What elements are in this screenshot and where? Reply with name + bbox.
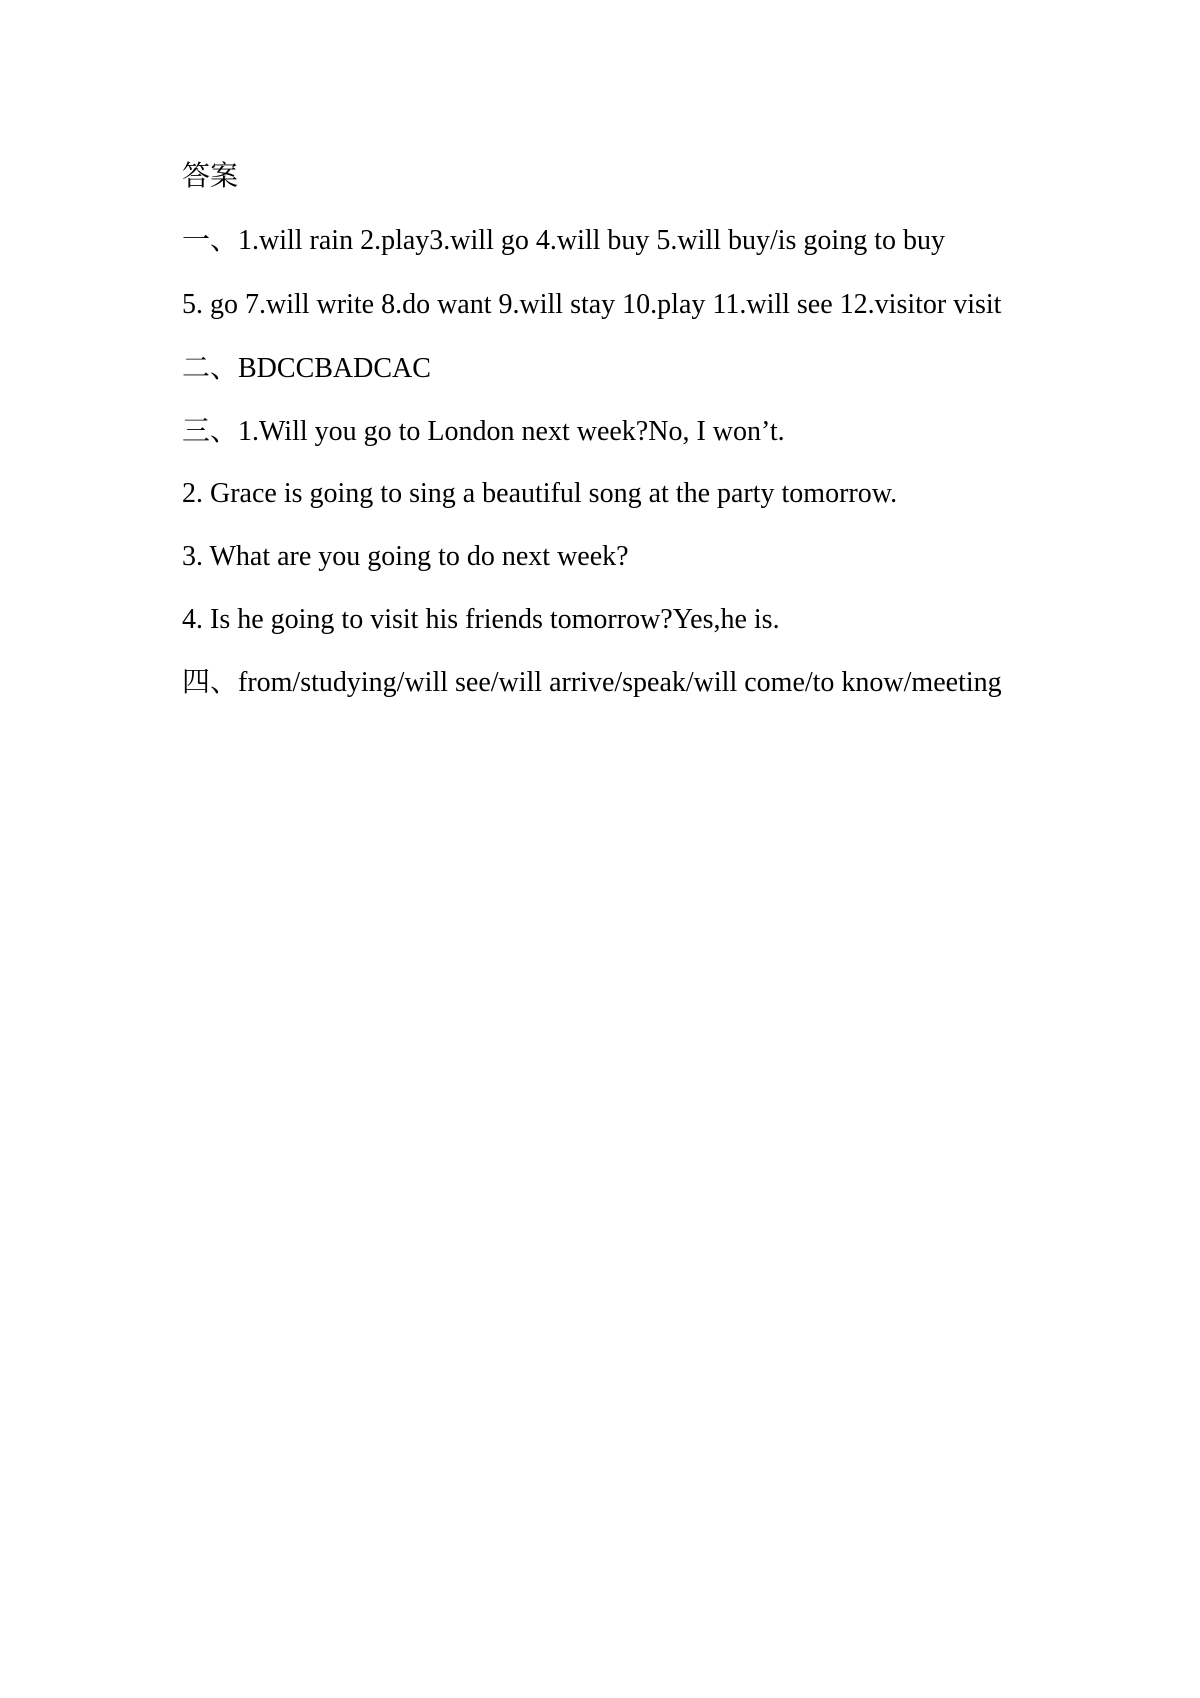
- section-3-answer-3: 3. What are you going to do next week?: [182, 541, 629, 572]
- section-3-answer-2: 2. Grace is going to sing a beautiful song at the party tomorrow.: [182, 478, 898, 509]
- section-3-answer-4: 4. Is he going to visit his friends tomorrow?Yes,he is.: [182, 604, 780, 635]
- section-4-answers: 四、from/studying/will see/will arrive/speak/will come/to know/meeting: [182, 667, 1002, 698]
- section-1-answers-line-2: 5. go 7.will write 8.do want 9.will stay 10.play 11.will see 12.visitor visit: [182, 289, 1002, 320]
- section-2-answers: 二、BDCCBADCAC: [182, 353, 431, 384]
- section-3-answer-1: 三、1.Will you go to London next week?No, I won’t.: [182, 416, 785, 447]
- answer-heading: 答案: [182, 161, 239, 192]
- section-1-answers-line-1: 一、1.will rain 2.play3.will go 4.will buy 5.will buy/is going to buy: [182, 225, 945, 256]
